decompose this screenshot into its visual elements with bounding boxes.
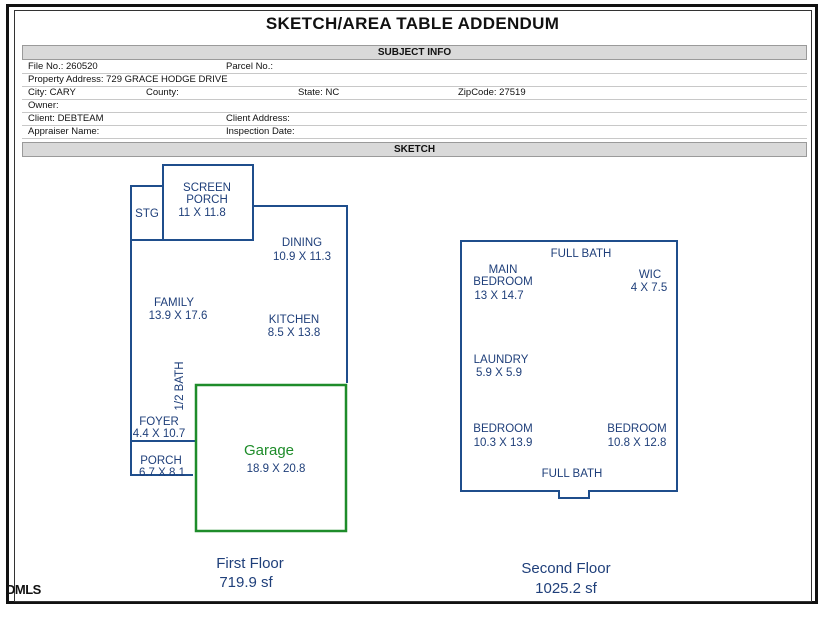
porch-dims: 6.7 X 8.1 <box>138 467 186 479</box>
foyer-dims: 4.4 X 10.7 <box>132 428 186 440</box>
screen-porch-label-2: PORCH <box>186 194 228 206</box>
owner: Owner: <box>28 100 59 111</box>
stg-label: STG <box>135 208 159 220</box>
client: Client: DEBTEAM <box>28 113 104 124</box>
main-bedroom-dims: 13 X 14.7 <box>474 290 524 302</box>
dining-kitchen-wall <box>253 206 347 383</box>
sketch-header: SKETCH <box>22 142 807 157</box>
parcel-no: Parcel No.: <box>226 61 273 72</box>
floor-plan-sketch <box>22 158 807 598</box>
bedroom-right-label: BEDROOM <box>607 423 667 435</box>
info-row-appraiser <box>22 126 807 139</box>
foyer-label: FOYER <box>139 416 179 428</box>
porch-label: PORCH <box>140 455 182 467</box>
info-row-client <box>22 113 807 126</box>
appraiser-name: Appraiser Name: <box>28 126 100 137</box>
kitchen-dims: 8.5 X 13.8 <box>267 327 321 339</box>
screen-porch-label-1: SCREEN <box>183 182 231 194</box>
wic-dims: 4 X 7.5 <box>630 282 668 294</box>
laundry-dims: 5.9 X 5.9 <box>475 367 523 379</box>
county: County: <box>146 87 179 98</box>
dining-label: DINING <box>281 237 323 249</box>
first-floor-caption: First Floor <box>216 555 284 572</box>
info-row-owner <box>22 100 807 113</box>
state: State: NC <box>298 87 340 98</box>
mls-watermark: DMLS <box>6 582 41 597</box>
family-label: FAMILY <box>153 297 195 309</box>
wic-label: WIC <box>638 269 662 281</box>
client-address: Client Address: <box>226 113 290 124</box>
main-bedroom-label-2: BEDROOM <box>473 276 533 288</box>
main-bedroom-label-1: MAIN <box>488 264 518 276</box>
family-dims: 13.9 X 17.6 <box>148 310 208 322</box>
laundry-label: LAUNDRY <box>473 354 529 366</box>
info-row-file <box>22 61 807 74</box>
bedroom-right-dims: 10.8 X 12.8 <box>607 437 667 449</box>
kitchen-label: KITCHEN <box>268 314 320 326</box>
second-floor-area: 1025.2 sf <box>535 580 597 597</box>
bedroom-left-dims: 10.3 X 13.9 <box>473 437 533 449</box>
second-floor-caption: Second Floor <box>521 560 611 577</box>
info-row-address <box>22 74 807 87</box>
west-wall <box>131 240 132 440</box>
document-title: SKETCH/AREA TABLE ADDENDUM <box>265 14 560 33</box>
first-floor-area: 719.9 sf <box>219 574 273 591</box>
full-bath-bottom-label: FULL BATH <box>541 468 603 480</box>
garage-label: Garage <box>243 442 295 459</box>
zip-code: ZipCode: 27519 <box>458 87 526 98</box>
dining-dims: 10.9 X 11.3 <box>273 251 331 263</box>
bedroom-left-label: BEDROOM <box>473 423 533 435</box>
info-row-city <box>22 87 807 100</box>
subject-info-header: SUBJECT INFO <box>22 45 807 60</box>
garage-dims: 18.9 X 20.8 <box>246 463 306 475</box>
inspection-date: Inspection Date: <box>226 126 295 137</box>
city: City: CARY <box>28 87 76 98</box>
full-bath-top-label: FULL BATH <box>550 248 612 260</box>
screen-porch-dims: 11 X 11.8 <box>178 207 226 219</box>
property-address: Property Address: 729 GRACE HODGE DRIVE <box>28 74 228 85</box>
file-no: File No.: 260520 <box>28 61 98 72</box>
half-bath-label: 1/2 BATH <box>174 361 186 411</box>
